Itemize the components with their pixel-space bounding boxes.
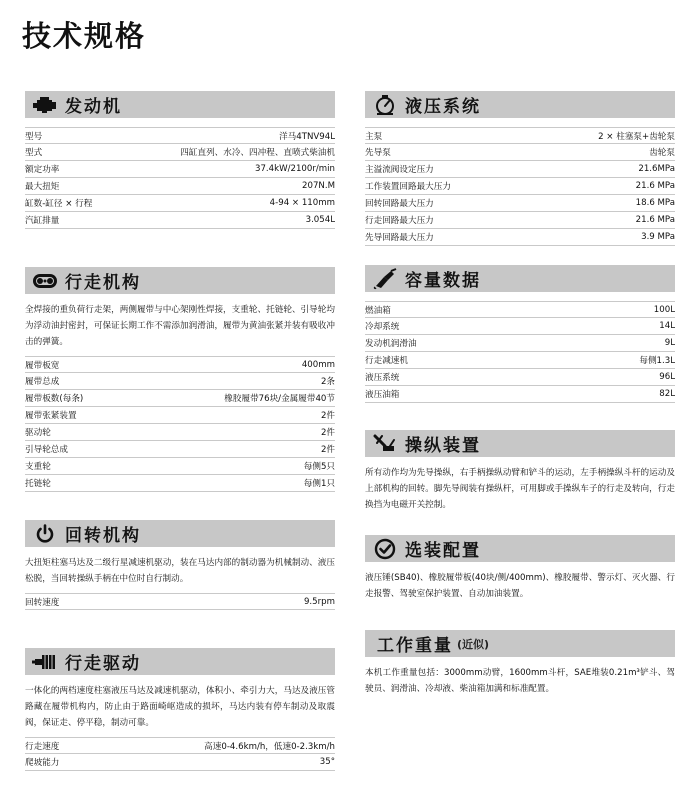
spec-value: 400mm [301, 359, 335, 370]
capacity-header [365, 265, 675, 292]
spec-value: 21.6MPa [638, 164, 675, 174]
spec-key: 履带板数(每条) [25, 394, 84, 404]
spec-value: 18.6 MPa [635, 198, 675, 208]
table-row [365, 386, 675, 403]
slewing-title: 回转机构 [65, 526, 141, 546]
spec-key: 履带张紧装置 [25, 411, 77, 421]
slewing-section [25, 520, 335, 610]
spec-value: 2件 [320, 428, 335, 438]
weight-subtitle: (近似) [457, 637, 490, 651]
check-icon [365, 535, 405, 562]
spec-value: 3.9 MPa [641, 232, 675, 242]
spec-value: 四缸直列、水冷、四冲程、直喷式柴油机 [180, 148, 335, 158]
spec-value: 9L [664, 338, 675, 348]
spec-key: 履带板宽 [25, 360, 60, 371]
weight-title: 工作重量 [377, 636, 453, 656]
table-row [25, 441, 335, 458]
table-row [25, 475, 335, 492]
spec-key: 液压系统 [365, 373, 400, 383]
table-row [365, 127, 675, 144]
spec-value: 橡胶履带76块/金属履带40节 [224, 394, 335, 404]
table-row [25, 144, 335, 161]
joystick-icon [365, 430, 405, 457]
spec-value: 3.054L [305, 215, 335, 225]
table-row [365, 161, 675, 178]
table-row [25, 127, 335, 144]
engine-icon [25, 91, 65, 118]
slewing-header [25, 520, 335, 547]
spec-key: 型式 [25, 148, 43, 158]
table-row [25, 195, 335, 212]
spec-key: 液压油箱 [365, 390, 400, 400]
travel-drive-description: 一体化的两档速度柱塞液压马达及减速机驱动，体积小、牵引力大，马达及液压管路藏在履带机构内，防止由于路面崎岖造成的损坏，马达内装有停车制动及取震阀，保证走、停平稳，制动可靠。 [25, 686, 335, 728]
table-row [365, 318, 675, 335]
engine-title: 发动机 [65, 97, 122, 117]
spec-key: 回转回路最大压力 [365, 199, 434, 209]
capacity-table [365, 301, 675, 403]
spec-value: 207N.M [302, 181, 335, 191]
table-row [25, 356, 335, 373]
table-row [25, 593, 335, 610]
travel-drive-header [25, 648, 335, 675]
track-icon [25, 267, 65, 294]
spec-key: 托链轮 [25, 479, 51, 489]
table-row [25, 212, 335, 229]
spec-value: 2件 [320, 445, 335, 455]
table-row [25, 178, 335, 195]
travel-mech-header [25, 267, 335, 294]
spec-key: 燃油箱 [365, 305, 391, 316]
gauge-icon [365, 91, 405, 118]
spec-key: 先导回路最大压力 [365, 233, 434, 243]
engine-header [25, 91, 335, 118]
travel-mech-section [25, 267, 335, 492]
spec-value: 37.4kW/2100r/min [254, 164, 335, 174]
table-row [365, 212, 675, 229]
travel-drive-section [25, 648, 335, 771]
slewing-table [25, 593, 335, 610]
spec-value: 每侧1.3L [639, 356, 675, 366]
spec-key: 最大扭矩 [25, 182, 60, 192]
spec-key: 发动机润滑油 [365, 339, 417, 349]
table-row [365, 195, 675, 212]
table-row [25, 754, 335, 771]
table-row [365, 178, 675, 195]
spec-value: 21.6 MPa [635, 215, 675, 225]
spec-key: 行走减速机 [365, 356, 408, 366]
options-section [365, 535, 675, 602]
spec-value: 96L [659, 372, 675, 382]
spec-key: 行走速度 [25, 741, 60, 752]
fuel-nozzle-icon [365, 265, 405, 292]
hydraulic-table [365, 127, 675, 246]
options-description: 液压锤(SB40)、橡胶履带板(40块/侧/400mm)、橡胶履带、警示灯、灭火器、行走报警、驾驶室保护装置、自动加油装置。 [365, 573, 675, 599]
table-row [25, 424, 335, 441]
travel-drive-title: 行走驱动 [65, 654, 141, 674]
weight-header [365, 630, 675, 657]
spec-value: 每侧1只 [303, 479, 335, 489]
table-row [365, 144, 675, 161]
slewing-description: 大扭矩柱塞马达及二级行星减速机驱动，装在马达内部的制动器为机械制动、液压松脱，当回转操纵手柄在中位时自行制动。 [25, 558, 335, 584]
control-title: 操纵装置 [405, 436, 481, 456]
spec-key: 履带总成 [25, 377, 60, 387]
table-row [365, 301, 675, 318]
table-row [25, 407, 335, 424]
page-title: 技术规格 [22, 19, 147, 53]
spec-value: 82L [659, 389, 675, 399]
engine-section [25, 91, 335, 229]
spec-value: 21.6 MPa [635, 181, 675, 191]
table-row [365, 369, 675, 386]
spec-key: 回转速度 [25, 597, 60, 608]
travel-mech-title: 行走机构 [65, 273, 141, 293]
spec-key: 冷却系统 [365, 322, 400, 332]
spec-value: 2 × 柱塞泵+齿轮泵 [598, 131, 675, 142]
spec-key: 引导轮总成 [25, 445, 68, 455]
weight-section [365, 630, 675, 697]
spec-value: 每侧5只 [303, 462, 335, 472]
spec-key: 工作装置回路最大压力 [365, 182, 451, 192]
spec-key: 型号 [25, 131, 43, 142]
travel-mech-table [25, 356, 335, 492]
control-section [365, 430, 675, 513]
table-row [25, 390, 335, 407]
engine-table [25, 127, 335, 229]
spec-key: 汽缸排量 [25, 216, 60, 226]
spec-key: 驱动轮 [25, 428, 51, 438]
capacity-title: 容量数据 [405, 271, 481, 291]
table-row [25, 737, 335, 754]
capacity-section [365, 265, 675, 403]
table-row [25, 373, 335, 390]
spec-key: 爬坡能力 [25, 758, 60, 768]
spec-key: 主溢流阀设定压力 [365, 165, 434, 175]
spec-value: 洋马4TNV94L [279, 131, 335, 142]
table-row [25, 161, 335, 178]
spec-key: 先导泵 [365, 148, 391, 158]
options-title: 选装配置 [405, 541, 481, 561]
options-header [365, 535, 675, 562]
spec-key: 额定功率 [25, 165, 60, 175]
travel-mech-description: 全焊接的重负荷行走架，两侧履带与中心架刚性焊接，支重轮、托链轮、引导轮均为浮动油封密封，可保证长期工作不需添加润滑油，履带为黄油张紧并装有吸收冲击的弹簧。 [25, 305, 335, 347]
spec-value: 2条 [320, 377, 335, 387]
motor-icon [25, 648, 65, 675]
spec-value: 35° [319, 757, 335, 767]
hydraulic-section [365, 91, 675, 246]
control-description: 所有动作均为先导操纵，右手柄操纵动臂和铲斗的运动，左手柄操纵斗杆的运动及上部机构的回转。脚先导阀装有操纵杆，可用脚或手操纵车子的行走及转向，行走换挡为电磁开关控制。 [365, 468, 675, 510]
table-row [365, 335, 675, 352]
hydraulic-title: 液压系统 [405, 97, 481, 117]
spec-value: 100L [653, 304, 675, 315]
travel-drive-table [25, 737, 335, 771]
spec-value: 2件 [320, 411, 335, 421]
spec-value: 9.5rpm [303, 596, 335, 607]
spec-key: 缸数-缸径 × 行程 [25, 199, 93, 209]
spec-value: 4-94 × 110mm [269, 198, 335, 208]
weight-description: 本机工作重量包括：3000mm动臂，1600mm斗杆，SAE堆装0.21m³铲斗、驾驶员、润滑油、冷却液、柴油箱加满和标准配置。 [365, 668, 675, 694]
spec-key: 支重轮 [25, 462, 51, 472]
spec-value: 高速0-4.6km/h，低速0-2.3km/h [204, 741, 335, 752]
table-row [25, 458, 335, 475]
spec-value: 14L [659, 321, 675, 331]
table-row [365, 352, 675, 369]
control-header [365, 430, 675, 457]
power-icon [25, 520, 65, 547]
spec-key: 行走回路最大压力 [365, 216, 434, 226]
spec-key: 主泵 [365, 131, 383, 142]
spec-value: 齿轮泵 [649, 148, 675, 158]
table-row [365, 229, 675, 246]
hydraulic-header [365, 91, 675, 118]
